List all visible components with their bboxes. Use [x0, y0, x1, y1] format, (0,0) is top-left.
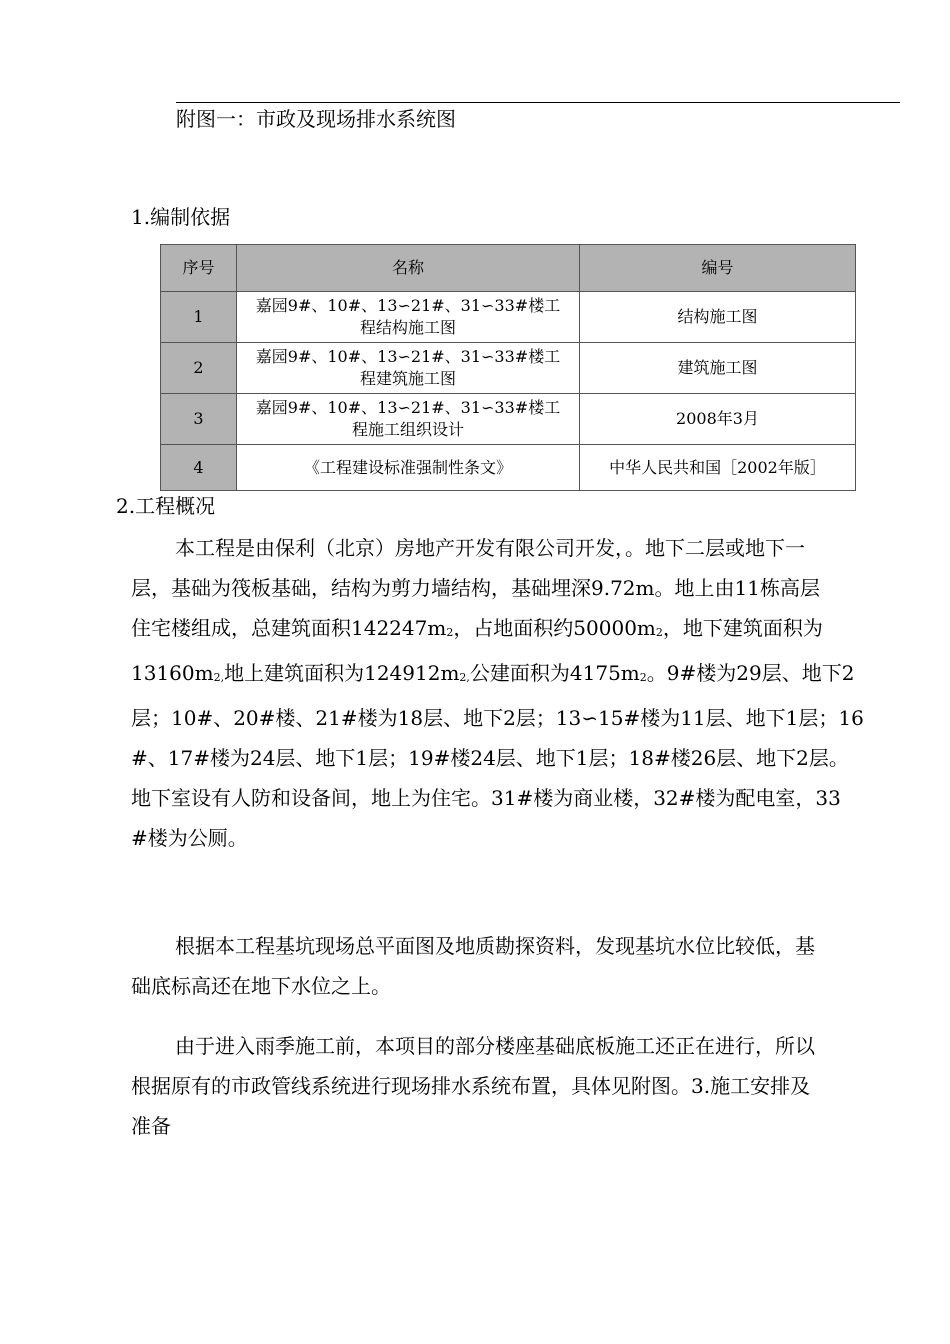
row-name-line2: 程施工组织设计 — [351, 420, 464, 439]
text-span: 。9#楼为29层、地下2 — [646, 661, 855, 685]
row-name-line1: 嘉园9#、10#、13∽21#、31∽33#楼工 — [255, 296, 561, 315]
row-no: 4 — [161, 445, 237, 491]
text-span: 13160m — [131, 661, 214, 685]
appendix-title: 附图一：市政及现场排水系统图 — [176, 107, 456, 131]
text-line — [131, 926, 901, 966]
groundwater-paragraph — [131, 926, 901, 1006]
text-span: 地上建筑面积为124912m — [224, 661, 460, 685]
row-code: 2008年3月 — [580, 394, 856, 445]
row-name-line2: 程建筑施工图 — [359, 369, 456, 388]
text-line: 础底标高还在地下水位之上。 — [131, 974, 391, 998]
header-rule — [176, 102, 900, 103]
text-line — [131, 1026, 901, 1066]
table-header-row — [161, 245, 856, 292]
text-span: ，地下建筑面积为 — [662, 616, 823, 640]
section-1-heading: 1.编制依据 — [131, 205, 231, 229]
row-no: 1 — [161, 292, 237, 343]
row-name — [237, 394, 580, 445]
table-row — [161, 343, 856, 394]
table-row — [161, 292, 856, 343]
basis-table — [160, 244, 856, 491]
row-code: 结构施工图 — [580, 292, 856, 343]
unit-subscript: 2 — [655, 626, 663, 639]
row-name-line2: 程结构施工图 — [359, 318, 456, 337]
unit-subscript: 2 — [446, 626, 454, 639]
text-line: 层；10#、20#楼、21#楼为18层、地下2层；13∽15#楼为11层、地下1层；16 — [131, 706, 864, 730]
row-name — [237, 343, 580, 394]
text-line: 准备 — [131, 1114, 171, 1138]
text-span: 公建面积为4175m — [469, 661, 640, 685]
unit-subscript: 2, — [459, 671, 470, 684]
section-2-heading: 2.工程概况 — [116, 494, 216, 518]
text-span: 由于进入雨季施工前，本项目的部分楼座基础底板施工还正在进行，所以 — [175, 1034, 815, 1058]
unit-subscript: 2, — [213, 671, 225, 684]
text-line — [131, 608, 901, 653]
drainage-paragraph — [131, 1026, 901, 1146]
text-span: 住宅楼组成，总建筑面积142247m — [131, 616, 447, 640]
table-row — [161, 394, 856, 445]
unit-subscript: 2 — [639, 671, 647, 684]
text-line: 根据原有的市政管线系统进行现场排水系统布置，具体见附图。3.施工安排及 — [131, 1074, 811, 1098]
text-line: #、17#楼为24层、地下1层；19#楼24层、地下1层；18#楼26层、地下2层。 — [131, 746, 849, 770]
row-code: 中华人民共和国［2002年版］ — [580, 445, 856, 491]
header-code: 编号 — [580, 245, 856, 292]
text-line — [131, 528, 901, 568]
row-name: 《工程建设标准强制性条文》 — [237, 445, 580, 491]
table-row — [161, 445, 856, 491]
text-span: 根据本工程基坑现场总平面图及地质勘探资料，发现基坑水位比较低，基 — [175, 934, 815, 958]
text-span: ，占地面积约50000m — [453, 616, 656, 640]
text-span: 本工程是由保利（北京）房地产开发有限公司开发，。地下二层或地下一 — [175, 536, 805, 560]
text-line: #楼为公厕。 — [131, 826, 248, 850]
text-line: 层，基础为筏板基础，结构为剪力墙结构，基础埋深9.72m。地上由11栋高层 — [131, 576, 820, 600]
text-line: 地下室设有人防和设备间，地上为住宅。31#楼为商业楼，32#楼为配电室，33 — [131, 786, 841, 810]
text-line — [131, 653, 901, 698]
row-name-line1: 嘉园9#、10#、13∽21#、31∽33#楼工 — [255, 398, 561, 417]
row-no: 2 — [161, 343, 237, 394]
row-no: 3 — [161, 394, 237, 445]
overview-paragraph — [131, 528, 901, 858]
row-name — [237, 292, 580, 343]
header-no: 序号 — [161, 245, 237, 292]
header-name: 名称 — [237, 245, 580, 292]
row-code: 建筑施工图 — [580, 343, 856, 394]
row-name-line1: 嘉园9#、10#、13∽21#、31∽33#楼工 — [255, 347, 561, 366]
